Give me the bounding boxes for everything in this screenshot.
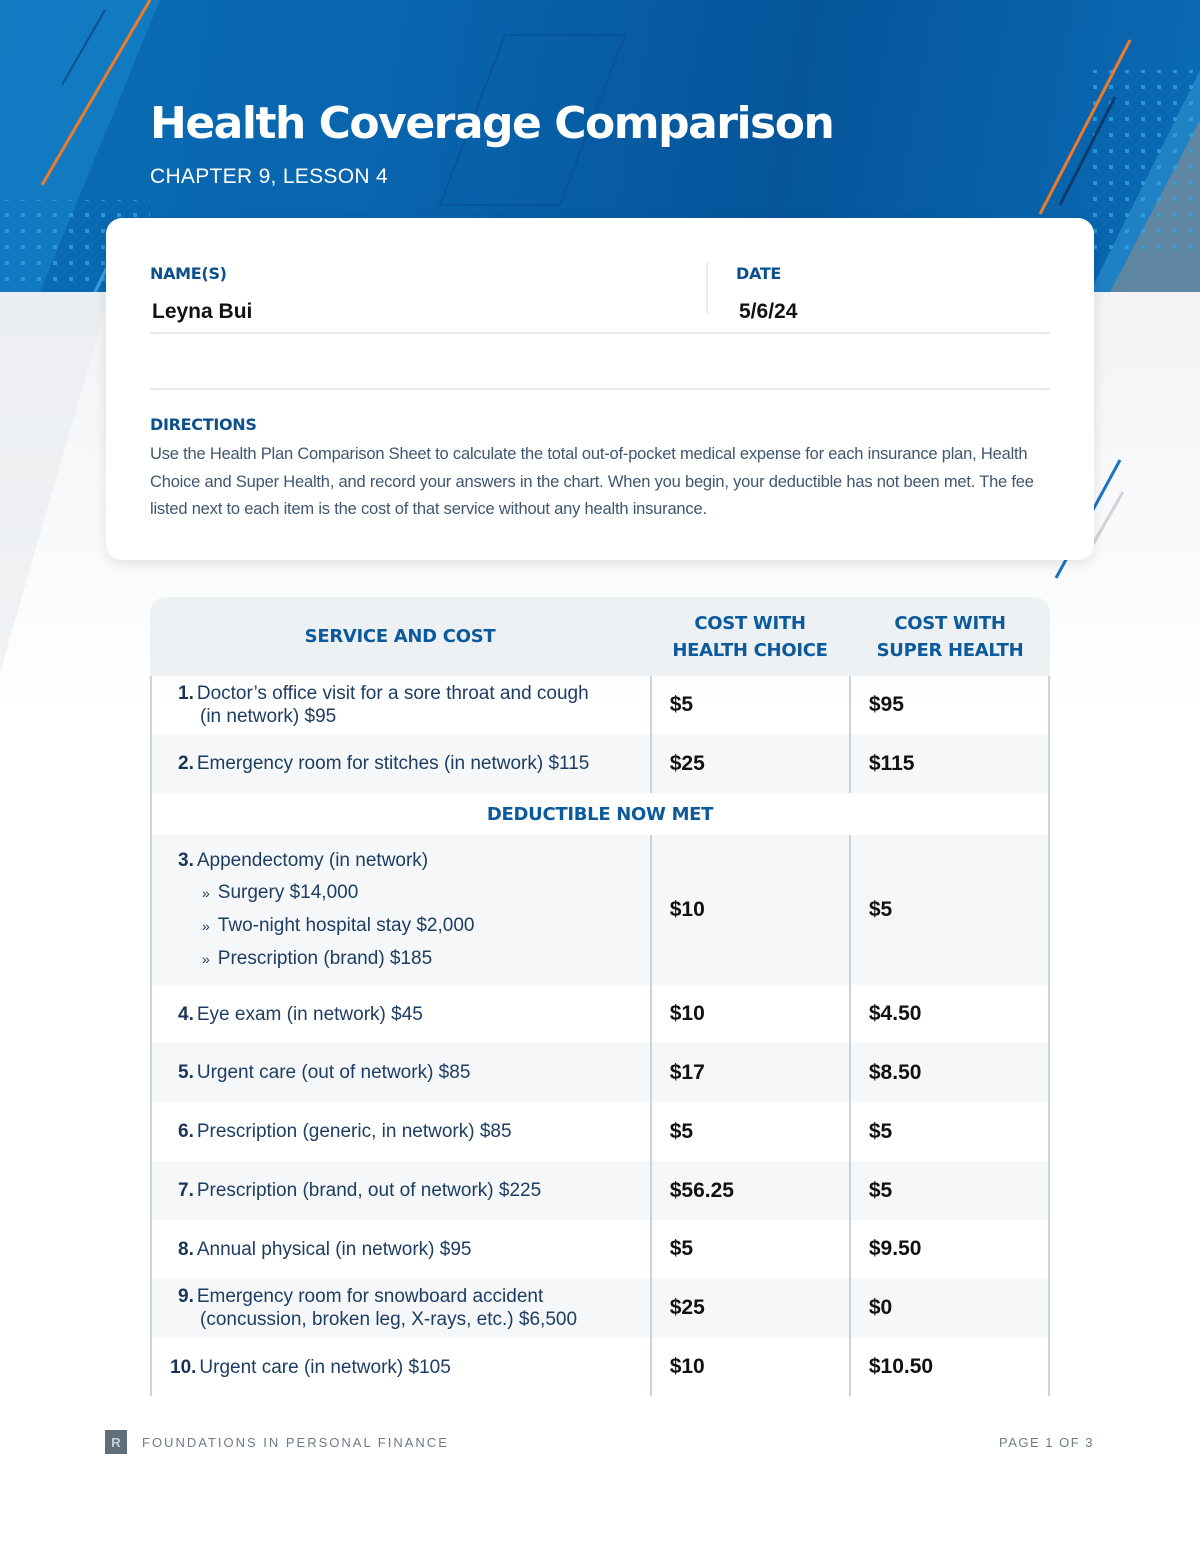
table-row xyxy=(150,1338,1050,1396)
service-cell xyxy=(152,1220,650,1278)
service-text: Prescription (generic, in network) $85 xyxy=(196,1121,512,1142)
super-health-cost[interactable]: $8.50 xyxy=(849,1043,1048,1102)
service-cell xyxy=(152,1043,650,1102)
ramsey-logo-icon: R xyxy=(105,1430,127,1454)
health-choice-cost[interactable]: $5 xyxy=(650,1220,849,1278)
header-health-choice xyxy=(650,610,850,664)
page-subtitle: CHAPTER 9, LESSON 4 xyxy=(150,165,388,188)
health-choice-cost[interactable]: $10 xyxy=(650,1338,849,1396)
field-divider xyxy=(706,262,708,314)
row-number: 7. xyxy=(178,1180,194,1201)
health-choice-cost[interactable]: $25 xyxy=(650,734,849,793)
service-text: (in network) $95 xyxy=(200,706,337,727)
super-health-cost[interactable]: $95 xyxy=(849,676,1048,734)
service-text: Emergency room for stitches (in network) $115 xyxy=(196,753,590,774)
date-field[interactable]: 5/6/24 xyxy=(739,300,798,323)
service-text: Emergency room for snowboard accident xyxy=(196,1286,544,1307)
service-text: Annual physical (in network) $95 xyxy=(196,1238,472,1260)
super-health-cost[interactable]: $4.50 xyxy=(849,985,1048,1043)
health-choice-cost[interactable]: $10 xyxy=(650,835,849,985)
section-deductible-met: DEDUCTIBLE NOW MET xyxy=(150,793,1050,835)
comparison-table xyxy=(150,597,1050,1396)
service-cell xyxy=(152,676,650,734)
service-text: Urgent care (out of network) $85 xyxy=(196,1062,471,1083)
service-text: Prescription (brand, out of network) $225 xyxy=(196,1180,542,1201)
name-label: NAME(S) xyxy=(150,264,227,283)
service-text: Eye exam (in network) $45 xyxy=(196,1003,423,1025)
divider xyxy=(150,332,1050,334)
sub-item xyxy=(178,914,474,938)
info-card xyxy=(106,218,1094,560)
super-health-cost[interactable]: $5 xyxy=(849,835,1048,985)
table-row xyxy=(150,1220,1050,1278)
date-label: DATE xyxy=(736,264,782,283)
sub-item xyxy=(178,881,474,905)
chevron-right-icon: » xyxy=(202,885,210,901)
sub-item-text: Surgery $14,000 xyxy=(217,882,359,903)
health-choice-cost[interactable]: $25 xyxy=(650,1278,849,1338)
header-service: SERVICE AND COST xyxy=(304,626,496,647)
table-row xyxy=(150,1278,1050,1338)
service-text: Appendectomy (in network) xyxy=(196,850,429,871)
table-row xyxy=(150,1102,1050,1161)
page-number: PAGE 1 OF 3 xyxy=(998,1435,1094,1450)
table-row xyxy=(150,676,1050,734)
directions-label: DIRECTIONS xyxy=(150,415,257,434)
row-number: 10. xyxy=(170,1356,197,1378)
chevron-right-icon: » xyxy=(202,951,210,967)
service-cell xyxy=(152,1338,650,1396)
table-row xyxy=(150,1161,1050,1220)
sub-item-text: Prescription (brand) $185 xyxy=(217,948,433,969)
super-health-cost[interactable]: $5 xyxy=(849,1161,1048,1220)
service-text: (concussion, broken leg, X-rays, etc.) $6,500 xyxy=(200,1309,578,1330)
row-number: 6. xyxy=(178,1121,194,1142)
table-row xyxy=(150,734,1050,793)
service-cell xyxy=(152,1278,650,1338)
header-text: COST WITH xyxy=(694,612,806,634)
health-choice-cost[interactable]: $17 xyxy=(650,1043,849,1102)
row-number: 2. xyxy=(178,753,194,774)
service-cell xyxy=(152,835,650,985)
sub-item xyxy=(178,947,474,971)
service-cell xyxy=(152,1161,650,1220)
table-row xyxy=(150,985,1050,1043)
row-number: 8. xyxy=(178,1238,194,1260)
row-number: 3. xyxy=(178,850,194,871)
service-cell xyxy=(152,1102,650,1161)
header-text: COST WITH xyxy=(894,612,1006,634)
super-health-cost[interactable]: $0 xyxy=(849,1278,1048,1338)
health-choice-cost[interactable]: $5 xyxy=(650,1102,849,1161)
row-number: 9. xyxy=(178,1286,194,1307)
directions-text: Use the Health Plan Comparison Sheet to calculate the total out-of-pocket medical expense for each insurance plan, Health Choice and Super Health, and record your answers in the chart. When you begin, your deductible has not been met. The fee listed next to each item is the cost of that service without any health insurance. xyxy=(150,445,1034,518)
row-number: 1. xyxy=(178,683,194,704)
sub-item-text: Two-night hospital stay $2,000 xyxy=(217,915,475,936)
health-choice-cost[interactable]: $56.25 xyxy=(650,1161,849,1220)
super-health-cost[interactable]: $115 xyxy=(849,734,1048,793)
page-title: Health Coverage Comparison xyxy=(150,98,834,149)
row-number: 4. xyxy=(178,1003,194,1025)
super-health-cost[interactable]: $5 xyxy=(849,1102,1048,1161)
chevron-right-icon: » xyxy=(202,918,210,934)
table-row xyxy=(150,835,1050,985)
service-cell xyxy=(152,734,650,793)
footer-course-name: FOUNDATIONS IN PERSONAL FINANCE xyxy=(142,1435,449,1450)
super-health-cost[interactable]: $10.50 xyxy=(849,1338,1048,1396)
table-header xyxy=(150,597,1050,676)
header-super-health xyxy=(850,610,1050,664)
divider xyxy=(150,388,1050,390)
service-cell xyxy=(152,985,650,1043)
service-text: Urgent care (in network) $105 xyxy=(199,1356,451,1378)
header-text: HEALTH CHOICE xyxy=(672,639,828,661)
row-number: 5. xyxy=(178,1062,194,1083)
super-health-cost[interactable]: $9.50 xyxy=(849,1220,1048,1278)
health-choice-cost[interactable]: $10 xyxy=(650,985,849,1043)
service-text: Doctor’s office visit for a sore throat and cough xyxy=(196,683,589,704)
header-text: SUPER HEALTH xyxy=(876,639,1024,661)
health-choice-cost[interactable]: $5 xyxy=(650,676,849,734)
name-field[interactable]: Leyna Bui xyxy=(152,300,253,323)
table-row xyxy=(150,1043,1050,1102)
